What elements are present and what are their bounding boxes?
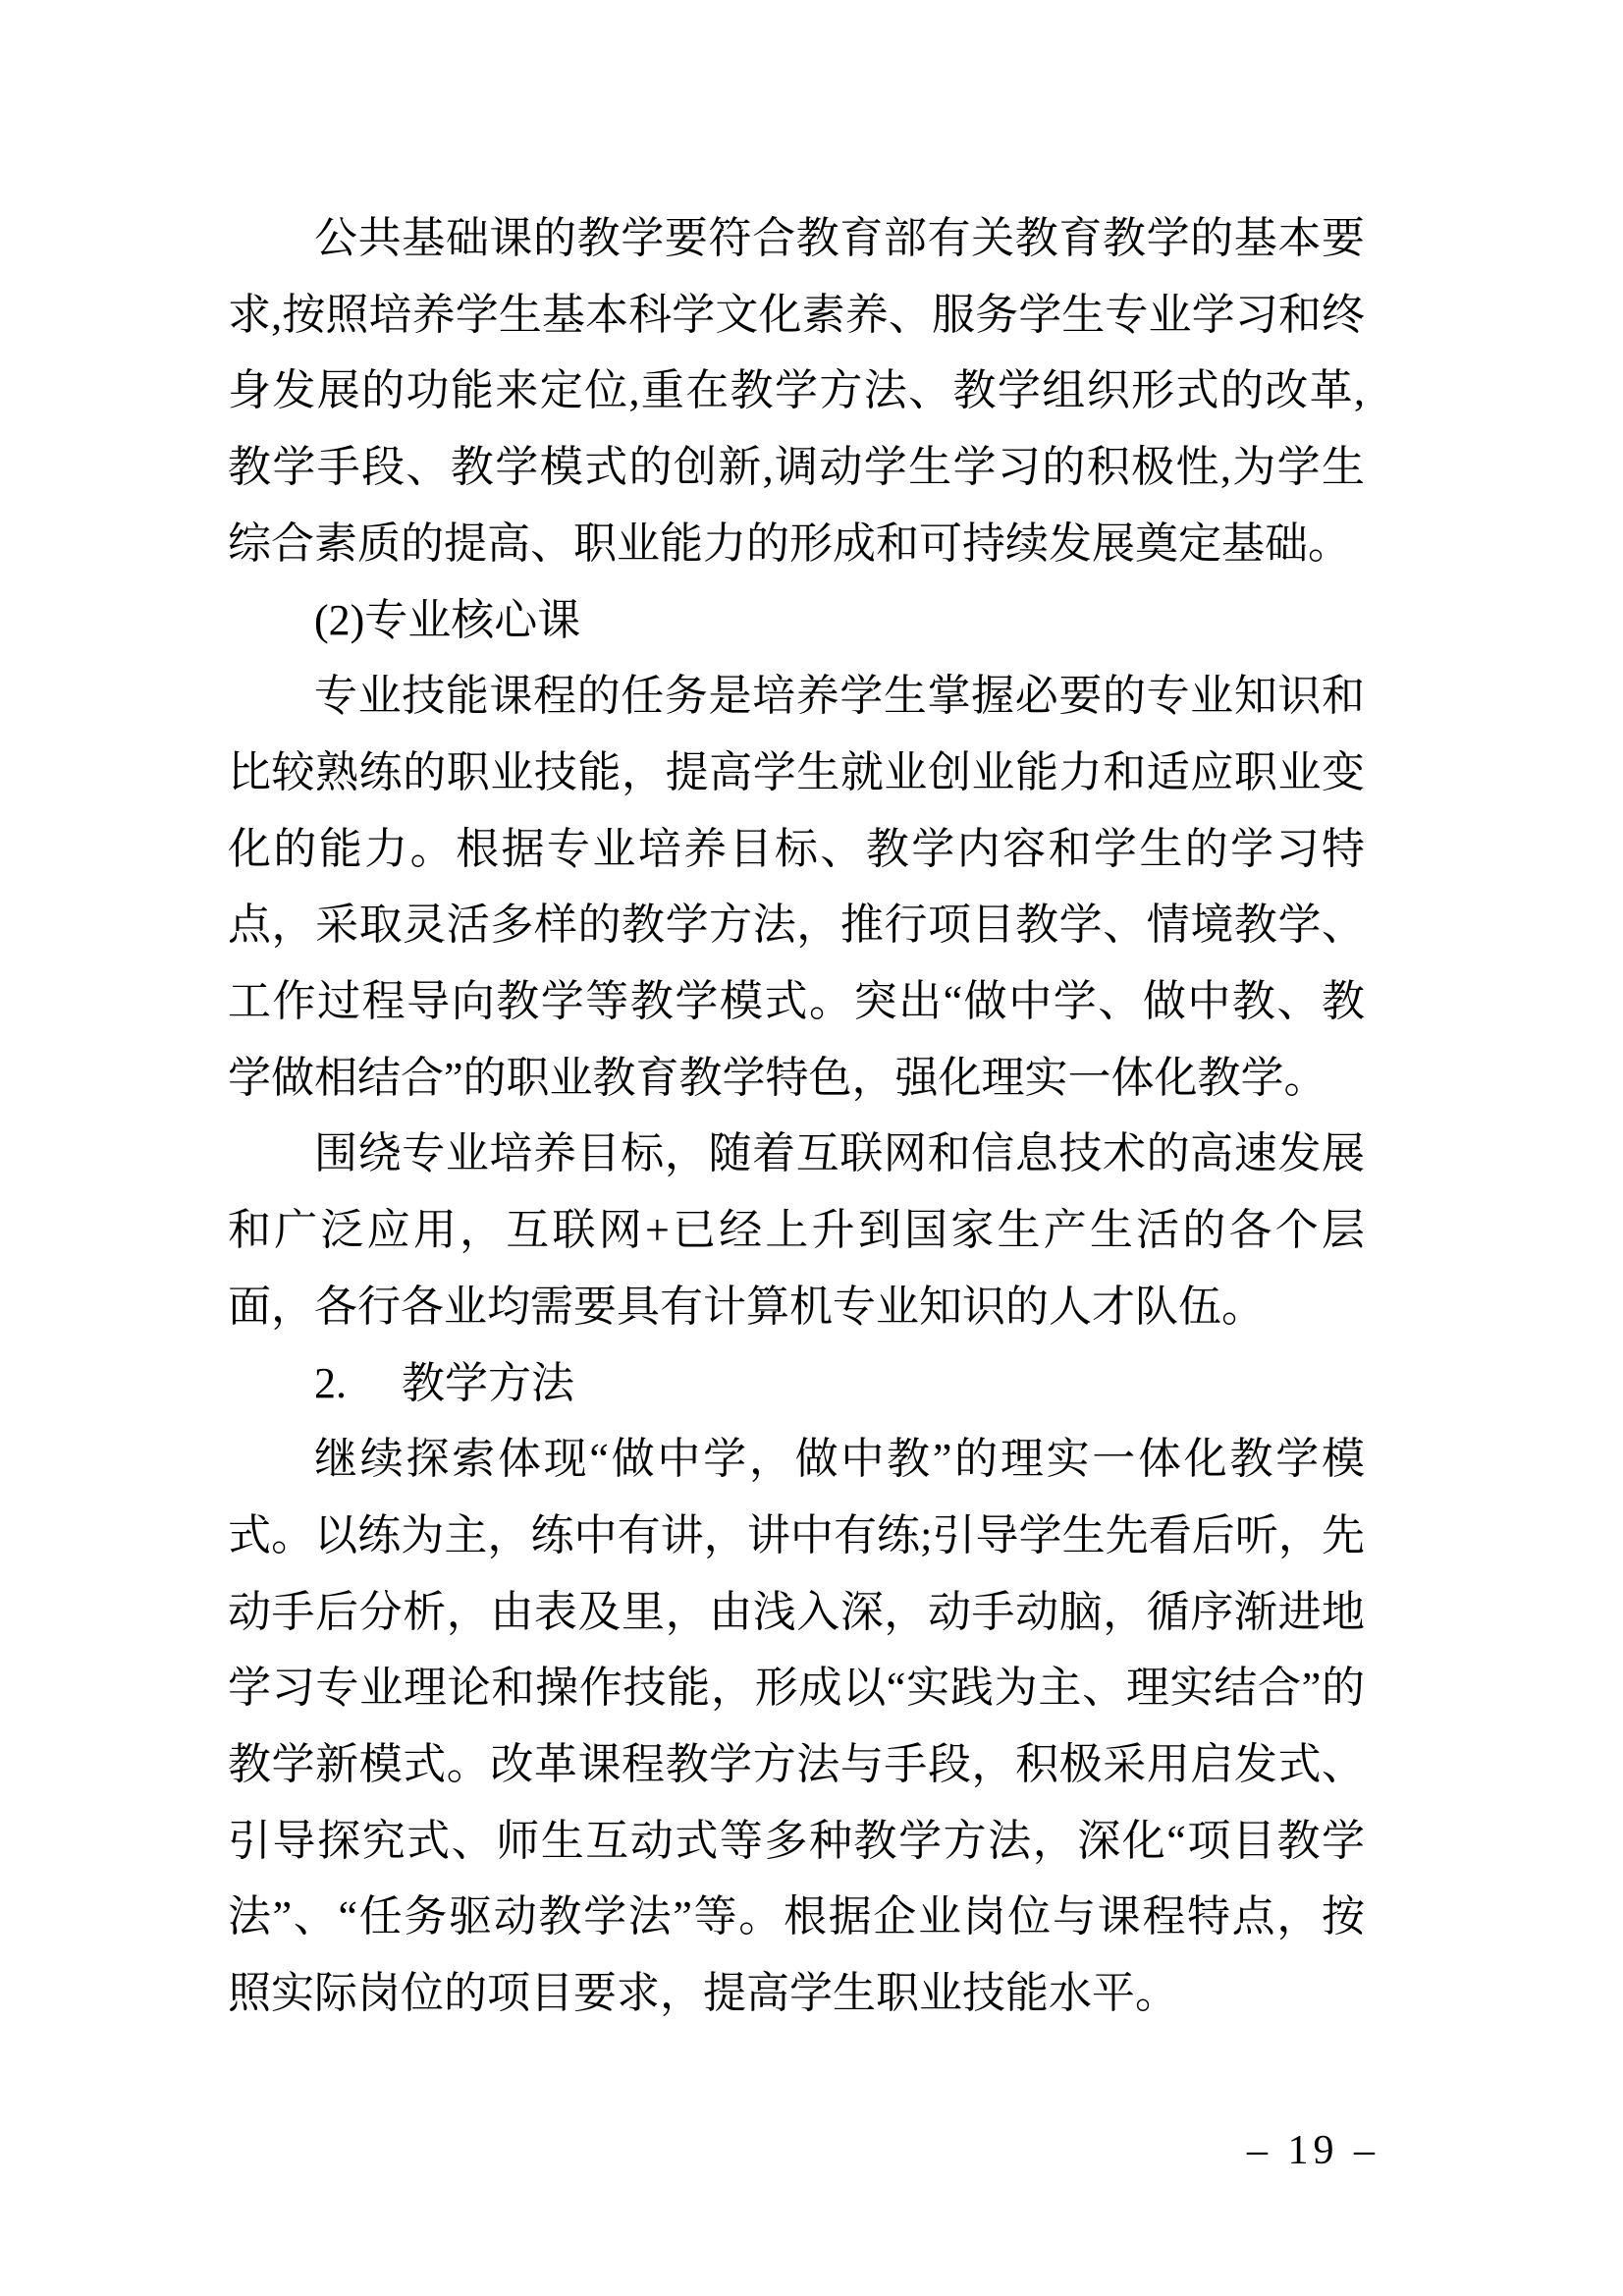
paragraph-professional-skills-courses: 专业技能课程的任务是培养学生掌握必要的专业知识和比较熟练的职业技能，提高学生就业创业能力和适应职业变化的能力。根据专业培养目标、教学内容和学生的学习特点，采取灵活多样的教学方法，推行项目教学、情境教学、工作过程导向教学等教学模式。突出“做中学、做中教、教学做相结合”的职业教育教学特色，强化理实一体化教学。: [228, 672, 1365, 1102]
paragraph-internet-plus: 围绕专业培养目标，随着互联网和信息技术的高速发展和广泛应用，互联网+已经上升到国家生产生活的各个层面，各行各业均需要具有计算机专业知识的人才队伍。: [228, 1129, 1365, 1331]
section-heading-professional-core-courses: (2)专业核心课: [314, 595, 581, 644]
paragraph-teaching-methods-detail: 继续探索体现“做中学，做中教”的理实一体化教学模式。以练为主，练中有讲，讲中有练;引导学生先看后听，先动手后分析，由表及里，由浅入深，动手动脑，循序渐进地学习专业理论和操作技能，形成以“实践为主、理实结合”的教学新模式。改革课程教学方法与手段，积极采用启发式、引导探究式、师生互动式等多种教学方法，深化“项目教学法”、“任务驱动教学法”等。根据企业岗位与课程特点，按照实际岗位的项目要求，提高学生职业技能水平。: [228, 1435, 1365, 2018]
heading-title: 教学方法: [402, 1358, 574, 1407]
document-body: [228, 200, 1365, 2032]
section-heading-teaching-methods: [228, 1345, 1365, 1422]
page-number: – 19 –: [1247, 2128, 1380, 2173]
paragraph-public-basic-courses: 公共基础课的教学要符合教育部有关教育教学的基本要求,按照培养学生基本科学文化素养、服务学生专业学习和终身发展的功能来定位,重在教学方法、教学组织形式的改革,教学手段、教学模式的创新,调动学生学习的积极性,为学生综合素质的提高、职业能力的形成和可持续发展奠定基础。: [228, 214, 1365, 568]
heading-number: 2.: [314, 1358, 347, 1407]
